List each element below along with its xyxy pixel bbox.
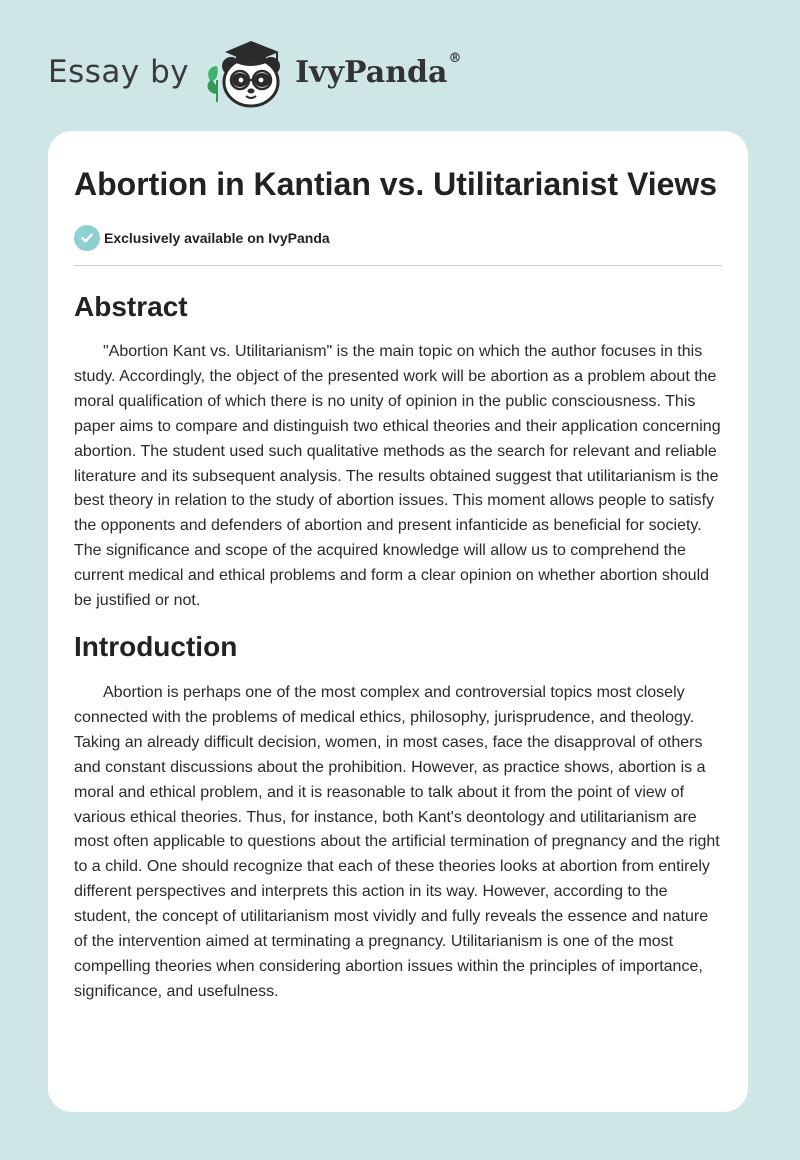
section-paragraph-abstract: "Abortion Kant vs. Utilitarianism" is the main topic on which the author focuses in this study. Accordingly, the object of the presented work will be abortion as a problem about the moral qualification of which there is no unity of opinion in the public consciousness. This paper aims to compare and distinguish two ethical theories and their application concerning abortion. The student used such qualitative methods as the search for relevant and reliable literature and its subsequent analysis. The results obtained suggest that utilitarianism is the best theory in relation to the study of abortion issues. This moment allows people to satisfy the opponents and defenders of abortion and present infanticide as beneficial for society. The significance and scope of the acquired knowledge will allow us to comprehend the current medical and ethical problems and form a clear opinion on whether abortion should be justified or not. bbox=[74, 343, 721, 610]
section-paragraph-introduction: Abortion is perhaps one of the most complex and controversial topics most closely connected with the problems of medical ethics, philosophy, jurisprudence, and theology. Taking an already difficult decision, women, in most cases, face the disapproval of others and constant discussions about the prohibition. However, as practice shows, abortion is a moral and ethical problem, and it is reasonable to talk about it from the point of view of various ethical theories. Thus, for instance, both Kant's deontology and utilitarianism are most often applicable to questions about the artificial termination of pregnancy and the right to a child. One should recognize that each of these theories looks at abortion from entirely different perspectives and interprets this action in its way. However, according to the student, the concept of utilitarianism most vividly and fully reveals the essence and nature of the intervention aimed at terminating a pregnancy. Utilitarianism is one of the most compelling theories when considering abortion issues within the principles of importance, significance, and usefulness. bbox=[74, 683, 720, 1000]
registered-mark: ® bbox=[448, 50, 462, 66]
divider bbox=[74, 265, 722, 266]
badge-text: Exclusively available on IvyPanda bbox=[104, 230, 330, 246]
section-heading-introduction: Introduction bbox=[74, 630, 238, 662]
check-icon bbox=[74, 225, 100, 251]
article-title: Abortion in Kantian vs. Utilitarianist Views bbox=[74, 166, 718, 202]
panda-graduate-icon bbox=[203, 36, 293, 108]
article-card bbox=[48, 131, 748, 1112]
brand-prefix: Essay by bbox=[48, 54, 190, 90]
brand-logo[interactable] bbox=[48, 36, 461, 108]
brand-name-text: IvyPanda bbox=[295, 54, 448, 90]
check-mark bbox=[80, 231, 94, 245]
section-heading-abstract: Abstract bbox=[74, 291, 188, 322]
brand-name bbox=[295, 50, 462, 90]
exclusive-badge bbox=[74, 225, 722, 251]
